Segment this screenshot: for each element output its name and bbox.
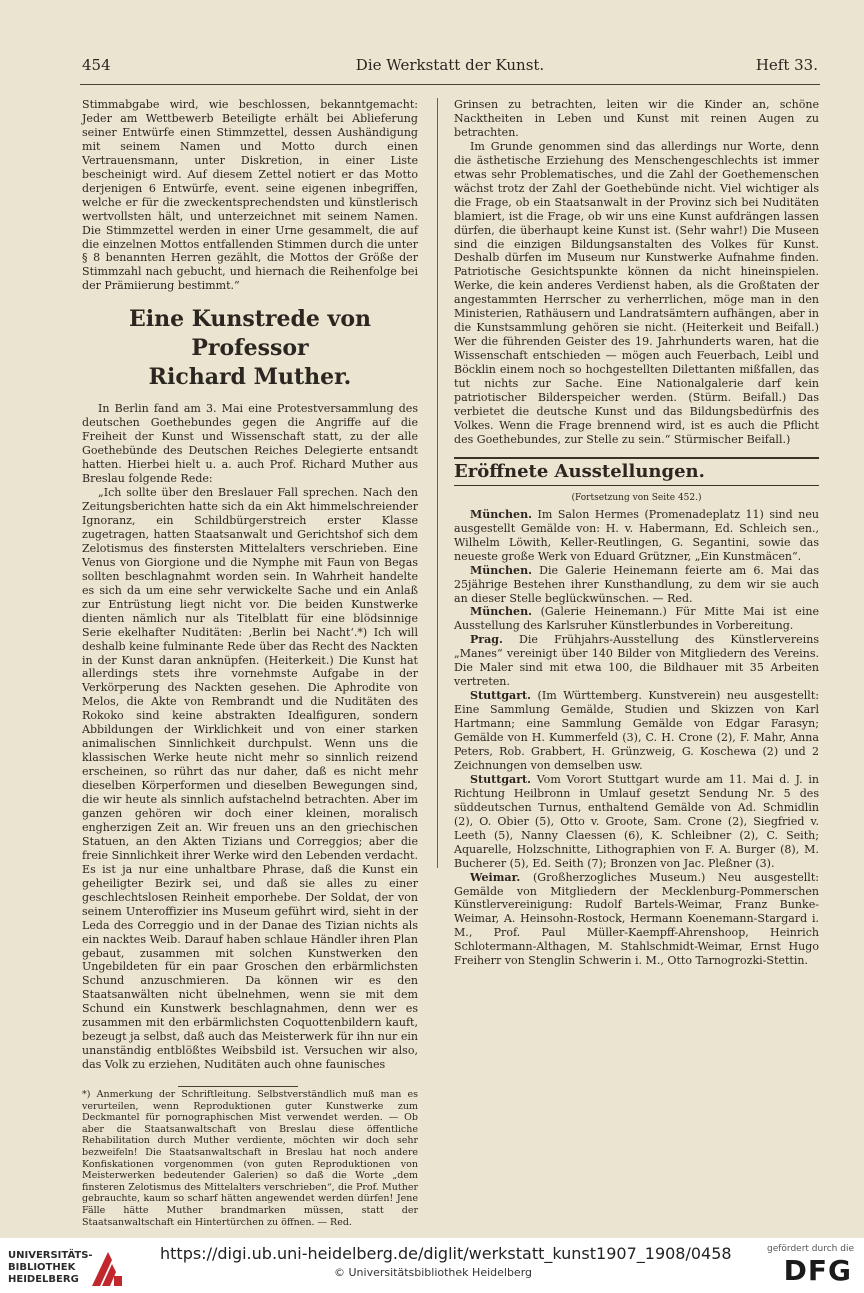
library-name-line: BIBLIOTHEK (8, 1262, 76, 1273)
page-number: 454 (82, 56, 111, 74)
section-title: Eröffnete Ausstellungen. (454, 460, 705, 482)
article-paragraph: In Berlin fand am 3. Mai eine Protestversammlung des deutschen Goethebundes gegen die Angriffe auf die Freiheit der Kunst und Wissenschaft statt, zu der alle Goethebünde des Deutschen Reiches Delegierte entsandt hatten. Hierbei hielt u. a. auch Prof. Richard Muther aus Breslau folgende Rede: (82, 402, 418, 486)
entry-text: (Galerie Heinemann.) Für Mitte Mai ist eine Ausstellung des Karlsruher Künstlerbundes in Vorbereitung. (454, 605, 820, 633)
entry-text: Im Salon Hermes (Promenadeplatz 11) sind neu ausgestellt Gemälde von: H. v. Habermann, Ed. Schleich sen., Wilhelm Löwith, Keller-Reutlingen, G. Segantini, sowie das neueste große Werk von Eduard Grützner, „Ein Kunstmäcen“. (454, 507, 820, 563)
footnote-rule (178, 1086, 298, 1087)
university-library-logo[interactable] (8, 1248, 148, 1288)
left-column (82, 98, 418, 1228)
exhibition-entry (454, 605, 819, 633)
funding-note: gefördert durch die (767, 1244, 854, 1254)
entry-place: München. (470, 507, 532, 521)
headline-line-1: Eine Kunstrede von Professor (128, 306, 372, 362)
entry-text: Die Frühjahrs-Ausstellung des Künstlervereins „Manes“ vereinigt über 140 Bilder von Mitgliedern des Vereins. Die Maler sind mit etwa 100, die Bildhauer mit 35 Arbeiten vertreten. (454, 633, 819, 689)
viewer-footer (0, 1238, 864, 1293)
entry-text: (Großherzogliches Museum.) Neu ausgestellt: Gemälde von Mitgliedern der Mecklenburg-Pommerschen Künstlervereinigung: Rudolf Bartels-Weimar, Franz Bunke-Weimar, A. Heinsohn-Rostock, Hermann Koenemann-Stargard i. M., Prof. Paul Müller-Kaempff-Ahrenshoop, Heinrich Schlotermann-Althagen, M. Stahlschmidt-Weimar, Ernst Hugo Freiherr von Stenglin Schwerin i. M., Otto Tarnogrozki-Stettin. (454, 870, 819, 968)
article-paragraph: Grinsen zu betrachten, leiten wir die Kinder an, schöne Nacktheiten in Leben und Kunst mit reinen Augen zu betrachten. (454, 98, 819, 139)
copyright-notice: © Universitätsbibliothek Heidelberg (334, 1266, 533, 1279)
header-rule (80, 84, 820, 85)
intro-paragraph: Stimmabgabe wird, wie beschlossen, bekanntgemacht: Jeder am Wettbewerb Beteiligte erhält bei Ablieferung seiner Entwürfe einen Stimmzettel, dessen Aushändigung mit seinem Namen und Motto durch einen Vertrauensmann, unter Diskretion, in einer Liste bescheinigt wird. Auf diesem Zettel notiert er das Motto derjenigen 6 Entwürfe, event. seine eigenen inbegriffen, welche er für die zweckentsprechendsten und künstlerisch wertvollsten hält, und unterzeichnet mit seinem Namen. Die Stimmzettel werden in einer Urne gesammelt, die auf die einzelnen Mottos entfallenden Stimmen durch die unter § 8 benannten Herren gezählt, die Mottos der Größe der Stimmzahl nach gebucht, und hiernach die Reihenfolge bei der Prämiierung bestimmt.“ (82, 98, 418, 293)
exhibition-entry (454, 773, 819, 871)
exhibition-entry (454, 633, 819, 689)
article-paragraph: „Ich sollte über den Breslauer Fall sprechen. Nach den Zeitungsberichten hatte sich da ein Akt himmelschreiender Ignoranz, ein Schildbürgerstreich erster Klasse zugetragen, hatten Staatsanwalt und Gerichtshof sich dem Zelotismus des finstersten Mittelalters verschrieben. Eine Venus von Giorgione und die Nymphe mit Faun von Begas sollten beschlagnahmt worden sein. In Wahrheit handelte es sich da um eine sehr verwickelte Sache und ein Anlaß zur Entrüstung liegt nicht vor. Die beiden Kunstwerke dienten nämlich nur als Titelblatt für eine blödsinnige Serie ekelhafter Nuditäten: ‚Berlin bei Nacht‘.*) Ich will deshalb keine fulminante Rede über das Recht des Nackten in der Kunst daran anknüpfen. (Heiterkeit.) Die Kunst hat allerdings stets ihre vornehmste Aufgabe in der Verkörperung des Nackten gesehen. Die Aphrodite von Melos, die Akte von Rembrandt und die Nuditäten des Rokoko sind keine abstrakten Idealfiguren, sondern Abbildungen der Wirklichkeit und von einer starken animalischen Sinnlichkeit durchpulst. Wenn uns die klassischen Werke heute nicht mehr so sinnlich reizend erscheinen, so rührt das nur daher, daß es nicht mehr dieselben Körperformen und dieselben Bewegungen sind, die wir heute als sinnlich aufstachelnd betrachten. Aber im ganzen gehören wir doch einer kleinen, moralisch engherzigen Zeit an. Wir freuen uns an den griechischen Statuen, an den Akten Tizians und Correggios; aber die freie Sinnlichkeit ihrer Werke wird den Lebenden verdacht. Es ist ja nur eine unhaltbare Phrase, daß die Kunst ein geheiligter Bezirk sei, und daß sie alles zu einer geschlechtslosen Reinheit emporhebe. Der Soldat, der von seinem Unteroffizier ins Museum geführt wird, sieht in der Leda des Correggio und in der Danae des Tizian nichts als ein nacktes Weib. Darauf haben schlaue Händler ihren Plan gebaut, zusammen mit solchen Kunstwerken den Ungebildeten für ein paar Groschen den erbärmlichsten Schund anzuschmieren. Da können wir es den Staatsanwälten nicht übelnehmen, wenn sie mit dem Schund ein Kunstwerk beschlagnahmen, denn wer es zusammen mit den erbärmlichsten Coquottenbildern kauft, bezeugt ja selbst, daß auch das Meisterwerk für ihn nur ein unanständig entblößtes Weibsbild ist. Versuchen wir also, das Volk zu erziehen, Nuditäten auch ohne faunisches (82, 486, 418, 1072)
issue-number: Heft 33. (755, 56, 818, 74)
library-name-line: UNIVERSITÄTS- (8, 1250, 93, 1261)
entry-text: Die Galerie Heinemann feierte am 6. Mai das 25jährige Bestehen ihrer Kunsthandlung, zu dem wir sie auch an dieser Stelle beglückwünschen. — Red. (454, 563, 819, 605)
continuation-note: (Fortsetzung von Seite 452.) (571, 492, 702, 503)
entry-place: München. (470, 563, 532, 577)
library-name-line: HEIDELBERG (8, 1274, 79, 1285)
permalink-url[interactable]: https://digi.ub.uni-heidelberg.de/diglit/werkstatt_kunst1907_1908/0458 (160, 1244, 732, 1263)
exhibition-entry (454, 689, 819, 773)
entry-place: Stuttgart. (470, 772, 531, 786)
footnote-text: *) Anmerkung der Schriftleitung. Selbstverständlich muß man es verurteilen, wenn Reproduktionen guter Kunstwerke zum Deckmantel für pornographischen Mist verwendet werden. — Ob aber die Staatsanwaltschaft von Breslau diese öffentliche Rehabilitation durch Muther verdiente, möchten wir doch sehr bezweifeln! Die Staatsanwaltschaft in Breslau hat noch andere Konfiskationen vorgenommen (von guten Reproduktionen von Meisterwerken bedeutender Galerien) so daß die Worte „dem finsteren Zelotismus des Mittelalters verschrieben“, die Prof. Muther gebrauchte, kaum so scharf hätten angewendet werden dürfen! Jene Fälle hätte Muther brandmarken müssen, statt der Staatsanwaltschaft ein Hintertürchen zu öffnen. — Red. (82, 1089, 418, 1228)
headline-line-2: Richard Muther. (148, 364, 352, 391)
journal-title: Die Werkstatt der Kunst. (355, 56, 545, 74)
entry-place: Prag. (470, 633, 503, 647)
dfg-logo[interactable]: DFG (783, 1254, 852, 1287)
exhibition-entry (454, 871, 819, 969)
entry-place: Stuttgart. (470, 689, 531, 703)
column-separator (437, 98, 438, 868)
article-headline (82, 305, 418, 392)
entry-text: Vom Vorort Stuttgart wurde am 11. Mai d. J. in Richtung Heilbronn in Umlauf gesetzt Sendung Nr. 5 des süddeutschen Turnus, enthaltend Gemälde von Ad. Schmidlin (2), O. Obier (5), Otto v. Groote, Sam. Crone (2), Siegfried v. Leeth (5), Nanny Claessen (6), K. Schleibner (2), C. Seith; Aquarelle, Holzschnitte, Lithographien von F. A. Burger (8), M. Bucherer (5), Ed. Seith (7); Bronzen von Jac. Pleßner (3). (454, 772, 819, 870)
entry-text: (Im Württemberg. Kunstverein) neu ausgestellt: Eine Sammlung Gemälde, Studien und Skizzen von Karl Hartmann; eine Sammlung Gemälde von Edgar Farasyn; Gemälde von H. Kummerfeld (3), C. H. Crone (2), F. Mahr, Anna Peters, Rob. Grabbert, H. Grünzweig, G. Koschewa (2) und 2 Zeichnungen von demselben usw. (454, 689, 819, 772)
exhibition-entry (454, 564, 819, 606)
entry-place: Weimar. (470, 870, 521, 884)
footnote (82, 1089, 418, 1228)
library-emblem-icon (88, 1250, 128, 1288)
right-column (454, 98, 819, 968)
page-header (82, 56, 818, 78)
section-heading-box (454, 457, 819, 486)
entry-place: München. (470, 605, 532, 619)
exhibition-entry (454, 508, 819, 564)
article-paragraph: Im Grunde genommen sind das allerdings nur Worte, denn die ästhetische Erziehung des Menschengeschlechts ist immer etwas sehr Problematisches, und die Zahl der Goethemenschen wächst trotz der Zahl der Goethebünde nicht. Viel wichtiger als die Frage, ob ein Staatsanwalt in der Provinz sich bei Nuditäten blamiert, ist die Frage, ob wir uns eine Kunst aufdrängen lassen dürfen, die überhaupt keine Kunst ist. (Sehr wahr!) Die Museen sind die einzigen Bildungsanstalten des Volkes für Kunst. Deshalb dürfen im Museum nur Kunstwerke Aufnahme finden. Patriotische Gesichtspunkte können da nicht hineinspielen. Werke, die kein anderes Verdienst haben, als die Großtaten der angestammten Herrscher zu verherrlichen, möge man in den Ministerien, Rathäusern und Landratsämtern aufhängen, aber in die Kunstsammlung gehören sie nicht. (Heiterkeit und Beifall.) Wer die führenden Geister des 19. Jahrhunderts waren, hat die Wissenschaft entschieden — mögen auch Feuerbach, Leibl und Böcklin einem noch so hochgestellten Dilettanten mißfallen, das tut nichts zur Sache. Eine Nationalgalerie darf kein patriotischer Bilderspeicher werden. (Stürm. Beifall.) Das verbietet die deutsche Kunst und das Bildungsbedürfnis des Volkes. Wenn die Frage brennend wird, ist es auch die Pflicht des Goethebundes, zur Stelle zu sein.“ Stürmischer Beifall.) (454, 139, 819, 446)
